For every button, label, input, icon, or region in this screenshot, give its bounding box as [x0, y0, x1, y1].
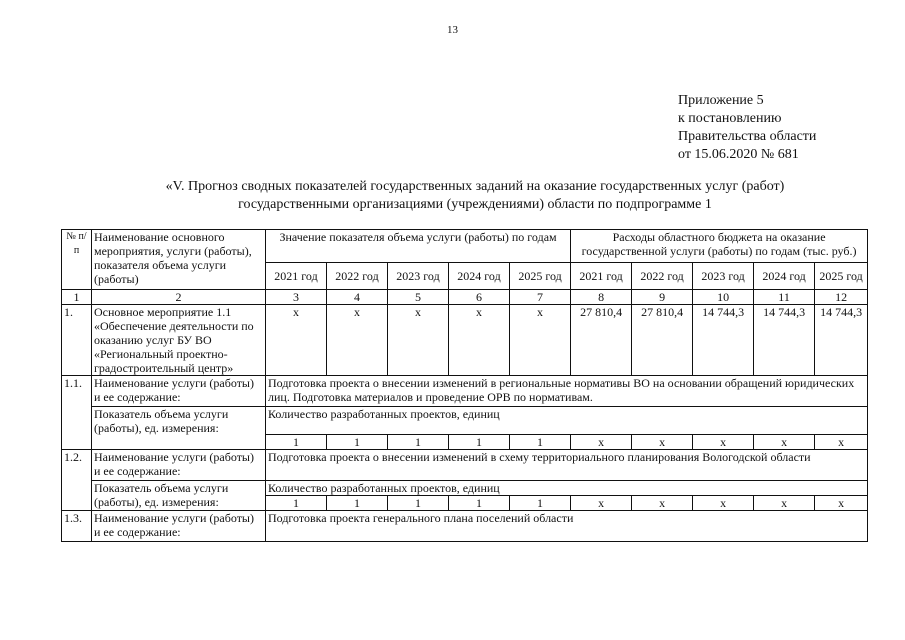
col-number: 11 [754, 290, 815, 305]
row-num: 1.2. [62, 450, 92, 511]
appendix-line: от 15.06.2020 № 681 [678, 147, 799, 162]
cost-cell: x [693, 435, 754, 450]
value-cell: x [327, 305, 388, 376]
header-row [62, 230, 868, 263]
title-line-2: государственными организациями (учреждениями) области по подпрограмме 1 [238, 197, 712, 212]
indicator-description: Количество разработанных проектов, единиц [266, 407, 868, 435]
cost-cell: 27 810,4 [632, 305, 693, 376]
indicator-row [62, 407, 868, 435]
value-cell: 1 [266, 435, 327, 450]
service-label: Наименование услуги (работы) и ее содержание: [92, 450, 266, 481]
year-header: 2021 год [571, 263, 632, 290]
cost-cell: x [754, 435, 815, 450]
title-line-1: «V. Прогноз сводных показателей государственных заданий на оказание государственных услуг (работ) [165, 179, 785, 194]
cost-cell: x [693, 496, 754, 511]
year-header: 2024 год [449, 263, 510, 290]
appendix-line: Правительства области [678, 129, 817, 144]
header-name: Наименование основного мероприятия, услуги (работы), показателя объема услуги (работы) [92, 230, 266, 290]
col-number: 12 [815, 290, 868, 305]
value-cell: 1 [449, 435, 510, 450]
value-cell: 1 [388, 435, 449, 450]
appendix-note [678, 92, 816, 164]
year-header: 2022 год [327, 263, 388, 290]
indicator-description: Количество разработанных проектов, единиц [266, 481, 868, 496]
service-label: Наименование услуги (работы) и ее содержание: [92, 376, 266, 407]
indicator-row [62, 481, 868, 496]
cost-cell: 14 744,3 [754, 305, 815, 376]
column-number-row [62, 290, 868, 305]
value-cell: 1 [510, 496, 571, 511]
col-number: 1 [62, 290, 92, 305]
service-description: Подготовка проекта о внесении изменений в схему территориального планирования Вологодской области [266, 450, 868, 481]
cost-cell: x [632, 496, 693, 511]
value-cell: 1 [388, 496, 449, 511]
cost-cell: 27 810,4 [571, 305, 632, 376]
cost-cell: x [571, 435, 632, 450]
col-number: 4 [327, 290, 388, 305]
row-num: 1. [62, 305, 92, 376]
indicator-label: Показатель объема услуги (работы), ед. измерения: [92, 481, 266, 511]
value-cell: 1 [327, 496, 388, 511]
forecast-table [61, 229, 868, 542]
value-cell: x [510, 305, 571, 376]
col-number: 8 [571, 290, 632, 305]
col-number: 7 [510, 290, 571, 305]
year-header: 2023 год [693, 263, 754, 290]
service-row [62, 376, 868, 407]
row-num: 1.3. [62, 511, 92, 542]
cost-cell: x [815, 435, 868, 450]
col-number: 5 [388, 290, 449, 305]
value-cell: 1 [510, 435, 571, 450]
row-num: 1.1. [62, 376, 92, 450]
year-header: 2022 год [632, 263, 693, 290]
col-number: 6 [449, 290, 510, 305]
col-number: 3 [266, 290, 327, 305]
cost-cell: x [571, 496, 632, 511]
year-header: 2025 год [815, 263, 868, 290]
service-row [62, 511, 868, 542]
col-number: 9 [632, 290, 693, 305]
service-label: Наименование услуги (работы) и ее содержание: [92, 511, 266, 542]
col-number: 2 [92, 290, 266, 305]
service-description: Подготовка проекта генерального плана поселений области [266, 511, 868, 542]
value-cell: x [449, 305, 510, 376]
year-header: 2024 год [754, 263, 815, 290]
header-costs-group: Расходы областного бюджета на оказание государственной услуги (работы) по годам (тыс. руб.) [571, 230, 868, 263]
year-header: 2025 год [510, 263, 571, 290]
col-number: 10 [693, 290, 754, 305]
value-cell: 1 [327, 435, 388, 450]
cost-cell: x [815, 496, 868, 511]
value-cell: x [388, 305, 449, 376]
appendix-line: к постановлению [678, 111, 782, 126]
header-num: № п/п [62, 230, 92, 290]
indicator-label: Показатель объема услуги (работы), ед. измерения: [92, 407, 266, 450]
service-description: Подготовка проекта о внесении изменений в региональные нормативы ВО на основании обращений юридических лиц. Подготовка материалов и проведение ОРВ по нормативам. [266, 376, 868, 407]
service-row [62, 450, 868, 481]
main-event-name: Основное мероприятие 1.1 «Обеспечение деятельности по оказанию услуг БУ ВО «Региональный проектно-градостроительный центр» [92, 305, 266, 376]
value-cell: x [266, 305, 327, 376]
value-cell: 1 [266, 496, 327, 511]
document-title [90, 178, 860, 214]
year-header: 2021 год [266, 263, 327, 290]
cost-cell: 14 744,3 [815, 305, 868, 376]
page-number: 13 [447, 24, 458, 36]
year-header: 2023 год [388, 263, 449, 290]
header-values-group: Значение показателя объема услуги (работы) по годам [266, 230, 571, 263]
appendix-line: Приложение 5 [678, 93, 764, 108]
cost-cell: x [754, 496, 815, 511]
cost-cell: 14 744,3 [693, 305, 754, 376]
value-cell: 1 [449, 496, 510, 511]
main-event-row [62, 305, 868, 376]
cost-cell: x [632, 435, 693, 450]
